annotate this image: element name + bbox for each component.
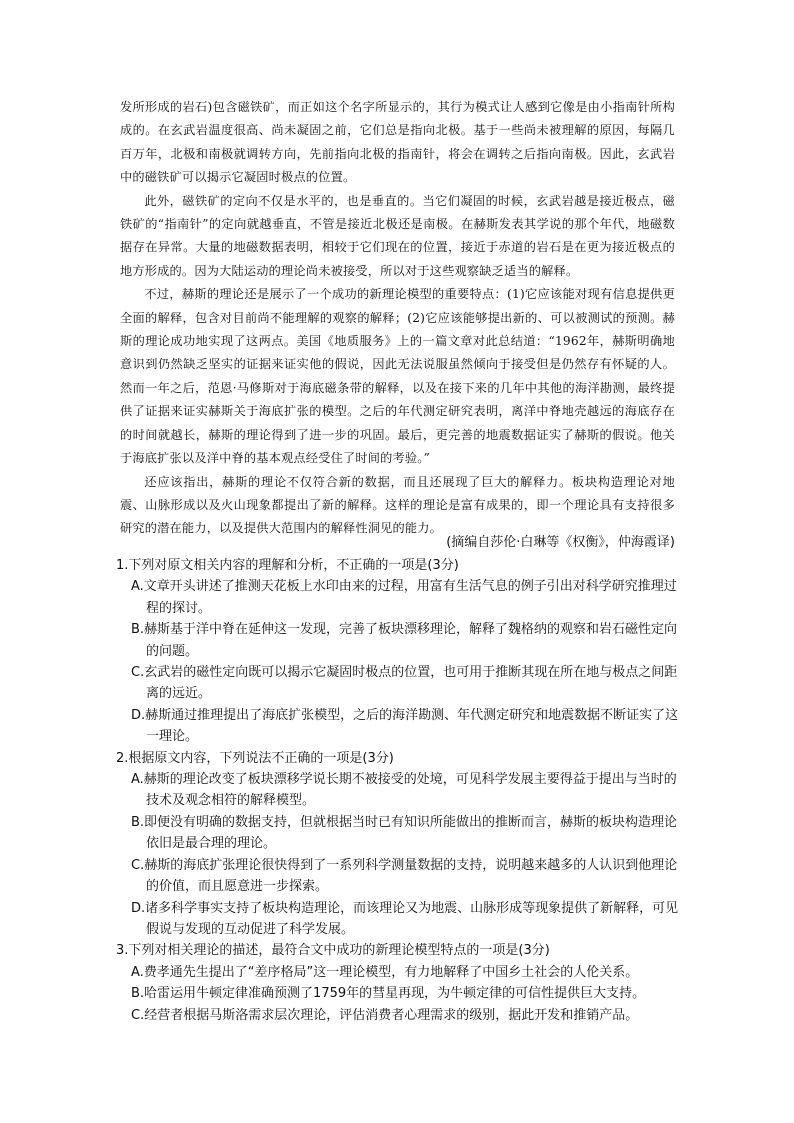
question-1-option-c: C.玄武岩的磁性定向既可以揭示它凝固时极点的位置，也可用于推断其现在所在地与极点之间距离的远近。 — [131, 665, 678, 702]
question-1-stem: 1.下列对原文相关内容的理解和分析，不正确的一项是(3分) — [116, 558, 459, 573]
question-1-option-b: B.赫斯基于洋中脊在延伸这一发现，完善了板块漂移理论，解释了魏格纳的观察和岩石磁性定向的问题。 — [131, 622, 678, 659]
passage-paragraph-1: 发所形成的岩石)包含磁铁矿，而正如这个名字所显示的，其行为模式让人感到它像是由小指南针所构成的。在玄武岩温度很高、尚未凝固之前，它们总是指向北极。基于一些尚未被理解的原因，每隔几百万年，北极和南极就调转方向，先前指向北极的指南针，将会在调转之后指向南极。因此，玄武岩中的磁铁矿可以揭示它凝固时极点的位置。 — [120, 100, 675, 185]
question-2-option-a: A.赫斯的理论改变了板块漂移学说长期不被接受的处境，可见科学发展主要得益于提出与当时的技术及观念相符的解释模型。 — [131, 772, 677, 809]
passage-paragraph-2: 此外，磁铁矿的定向不仅是水平的，也是垂直的。当它们凝固的时候，玄武岩越是接近极点，磁铁矿的“指南针”的定向就越垂直，不管是接近北极还是南极。在赫斯发表其学说的那个年代，地磁数据存在异常。大量的地磁数据表明，相较于它们现在的位置，接近于赤道的岩石是在更为接近极点的地方形成的。因为大陆运动的理论尚未被接受，所以对于这些观察缺乏适当的解释。 — [120, 193, 675, 278]
question-3-stem: 3.下列对相关理论的描述，最符合文中成功的新理论模型特点的一项是(3分) — [116, 943, 550, 959]
passage-source: (摘编自莎伦·白琳等《权衡》，仲海霞译) — [446, 535, 675, 550]
question-1 — [116, 555, 684, 748]
question-3-option-b: B.哈雷运用牛顿定律准确预测了1759年的彗星再现，为牛顿定律的可信性提供巨大支持。 — [131, 986, 646, 1002]
passage — [120, 96, 675, 541]
question-list — [116, 555, 684, 1026]
question-1-option-a: A.文章开头讲述了推测天花板上水印由来的过程，用富有生活气息的例子引出对科学研究推理过程的探讨。 — [131, 579, 677, 616]
passage-paragraph-3: 不过，赫斯的理论还是展示了一个成功的新理论模型的重要特点：(1)它应该能对现有信息提供更全面的解释，包含对目前尚不能理解的观察的解释；(2)它应该能够提出新的、可以被测试的预测。赫斯的理论成功地实现了这两点。美国《地质服务》上的一篇文章对此总结道：“1962年，赫斯明确地意识到仍然缺乏坚实的证据来证实他的假说，因此无法说服虽然倾向于接受但是仍然存有怀疑的人。然而一年之后，范恩·马修斯对于海底磁条带的解释，以及在接下来的几年中其他的海洋勘测，最终提供了证据来证实赫斯关于海底扩张的模型。之后的年代测定研究表明，离洋中脊地壳越远的海底存在的时间就越长，赫斯的理论得到了进一步的巩固。最后，更完善的地震数据证实了赫斯的假说。他关于海底扩张以及洋中脊的基本观点经受住了时间的考验。” — [120, 287, 675, 466]
question-2-option-d: D.诸多科学事实支持了板块构造理论，而该理论又为地震、山脉形成等现象提供了新解释，可见假说与发现的互动促进了科学发展。 — [131, 900, 679, 937]
question-1-option-d: D.赫斯通过推理提出了海底扩张模型，之后的海洋勘测、年代测定研究和地震数据不断证实了这一理论。 — [131, 707, 679, 745]
question-3 — [116, 940, 684, 1026]
question-2-option-c: C.赫斯的海底扩张理论很快得到了一系列科学测量数据的支持，说明越来越多的人认识到他理论的价值，而且愿意进一步探索。 — [131, 857, 678, 895]
passage-paragraph-4: 还应该指出，赫斯的理论不仅符合新的数据，而且还展现了巨大的解释力。板块构造理论对地震、山脉形成以及火山现象都提出了新的解释。这样的理论是富有成果的，即一个理论具有支持很多研究的潜在能力，以及提供大范围内的解释性洞见的能力。 — [120, 474, 675, 536]
question-2-option-b: B.即便没有明确的数据支持，但就根据当时已有知识所能做出的推断而言，赫斯的板块构造理论依旧是最合理的理论。 — [131, 814, 678, 852]
question-3-option-c: C.经营者根据马斯洛需求层次理论，评估消费者心理需求的级别，据此开发和推销产品。 — [131, 1007, 639, 1023]
question-2-stem: 2.根据原文内容，下列说法不正确的一项是(3分) — [116, 750, 394, 766]
question-2 — [116, 748, 684, 941]
question-3-option-a: A.费孝通先生提出了“差序格局”这一理论模型，有力地解释了中国乡土社会的人伦关系。 — [131, 964, 639, 980]
